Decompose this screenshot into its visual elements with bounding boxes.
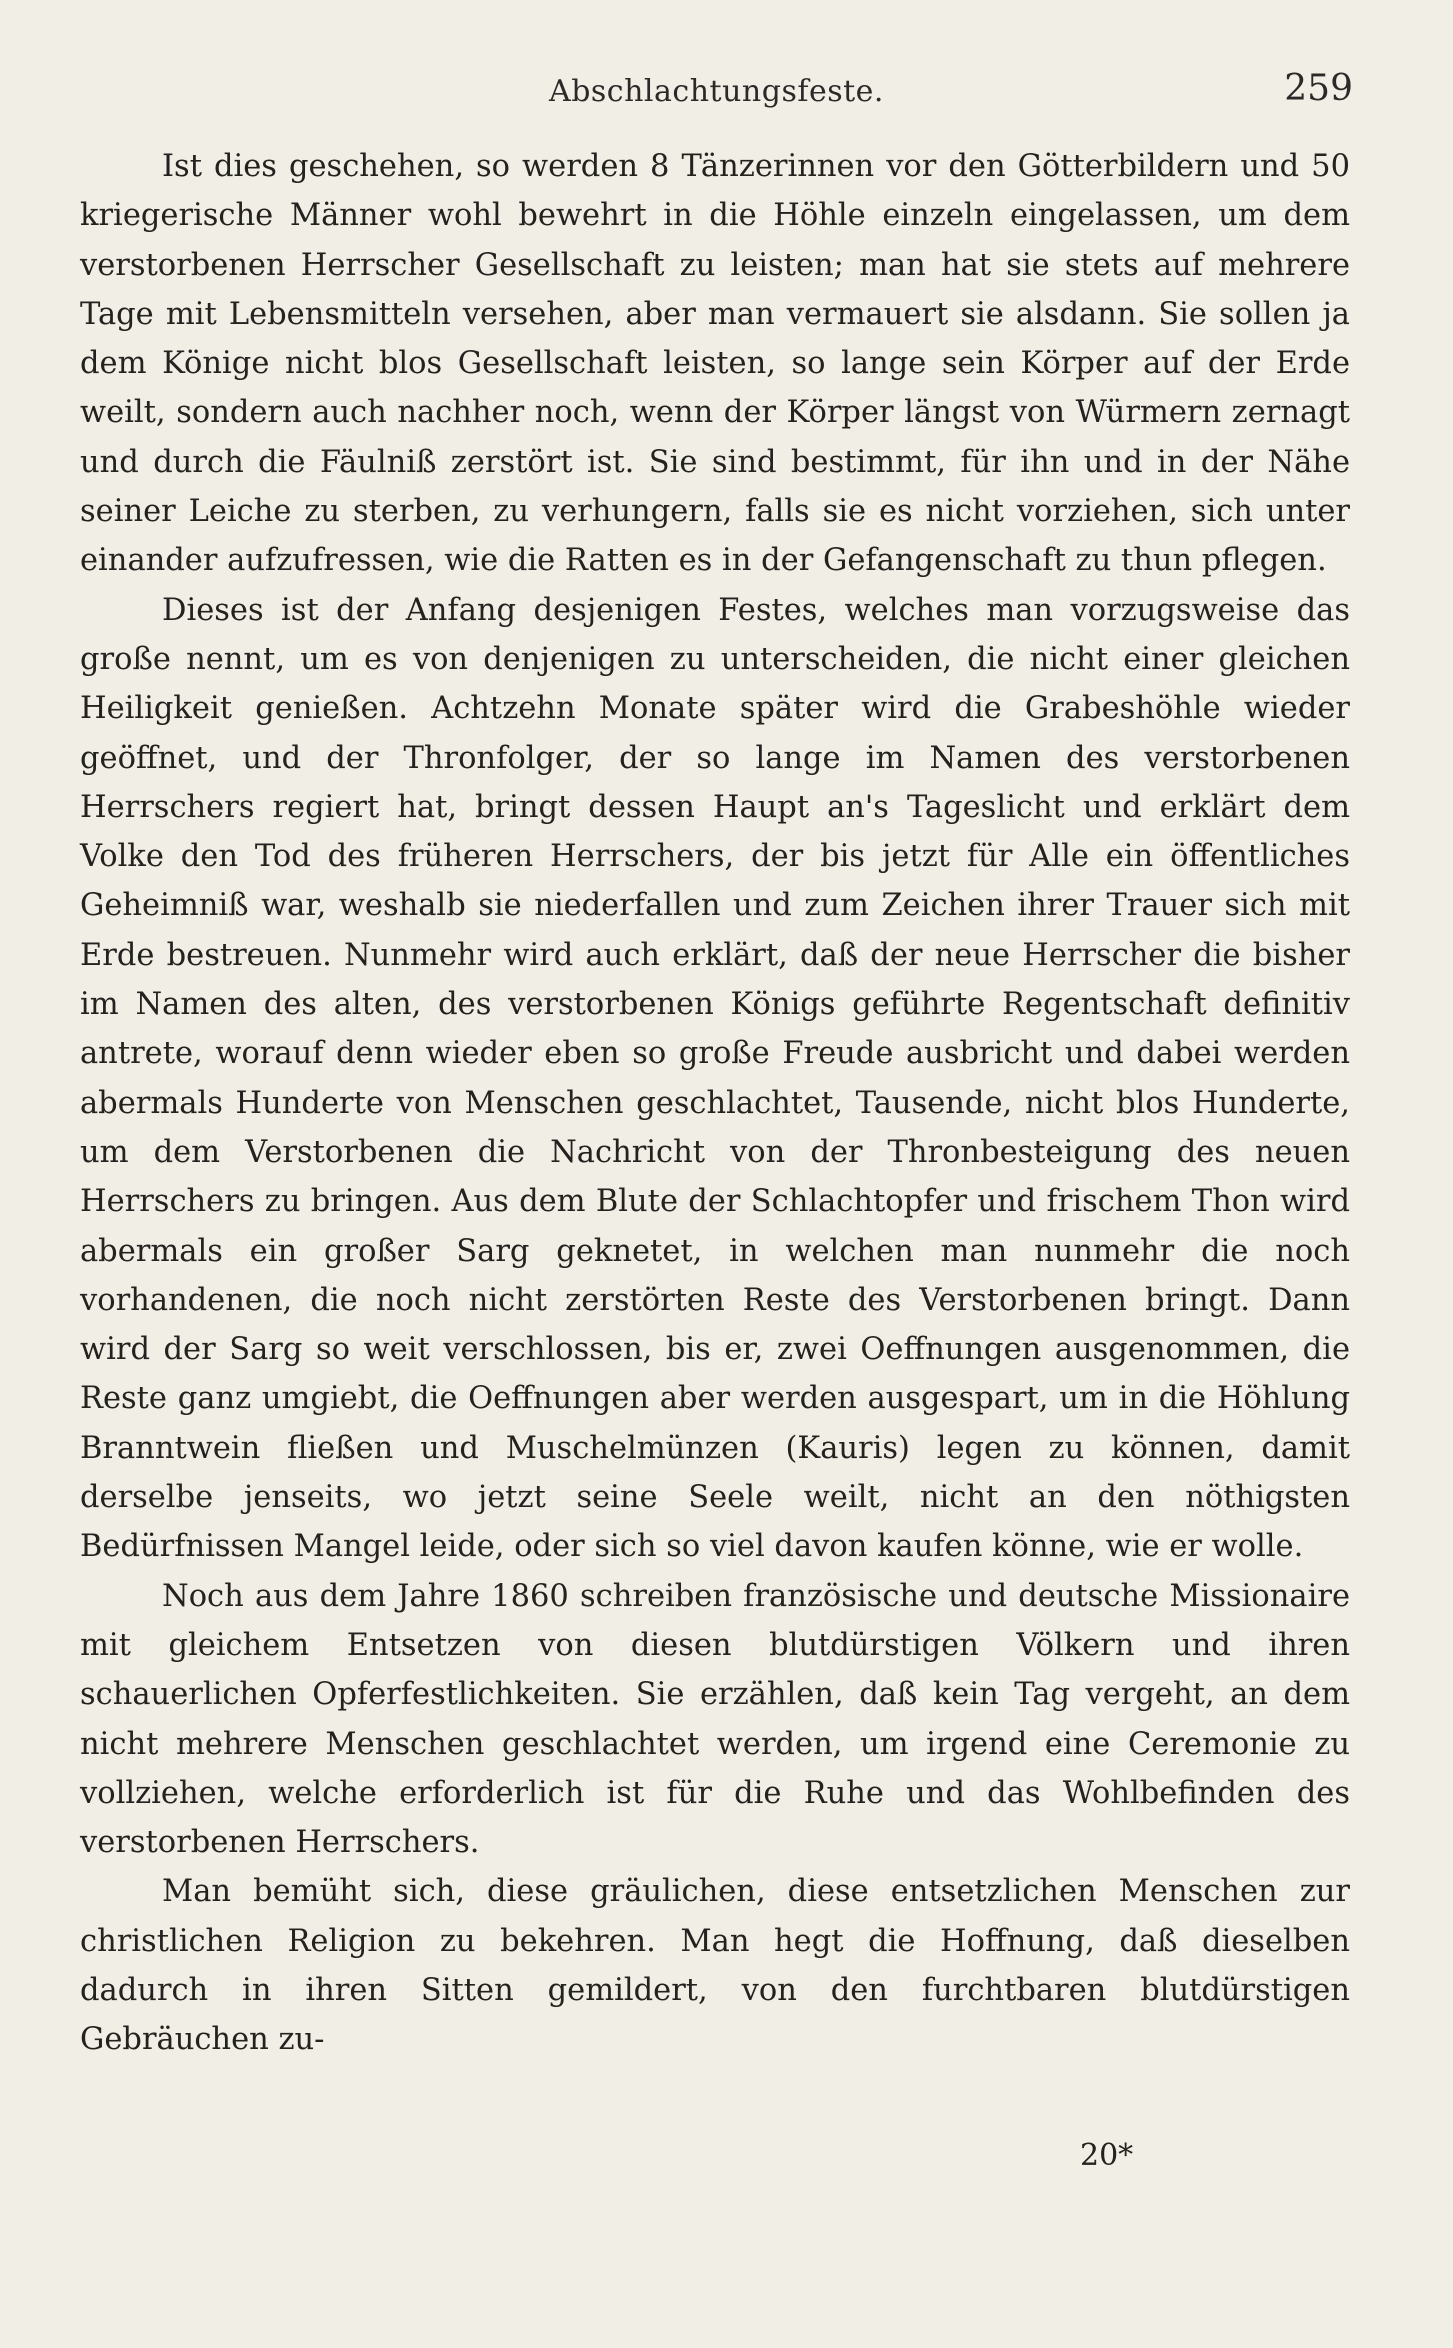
paragraph-3: Noch aus dem Jahre 1860 schreiben französische und deutsche Missionaire mit gleichem Entsetzen von diesen blutdürstigen Völkern und ihren schauerlichen Opferfestlichkeiten. Sie erzählen, daß kein Tag vergeht, an dem nicht mehrere Menschen geschlachtet werden, um irgend eine Ceremonie zu vollziehen, welche erforderlich ist für die Ruhe und das Wohlbefinden des verstorbenen Herrschers. xyxy=(80,1578,1350,1861)
paragraph-4: Man bemüht sich, diese gräulichen, diese entsetzlichen Menschen zur christlichen Religion zu bekehren. Man hegt die Hoffnung, daß dieselben dadurch in ihren Sitten gemildert, von den furchtbaren blutdürstigen Gebräuchen zu- xyxy=(80,1874,1350,2058)
running-head xyxy=(80,68,1353,114)
body-text xyxy=(80,142,1350,2065)
running-title: Abschlachtungsfeste. xyxy=(549,74,884,109)
paragraph-1: Ist dies geschehen, so werden 8 Tänzerinnen vor den Götterbildern und 50 kriegerische Männer wohl bewehrt in die Höhle einzeln eingelassen, um dem verstorbenen Herrscher Gesellschaft zu leisten; man hat sie stets auf mehrere Tage mit Lebensmitteln versehen, aber man vermauert sie alsdann. Sie sollen ja dem Könige nicht blos Gesellschaft leisten, so lange sein Körper auf der Erde weilt, sondern auch nachher noch, wenn der Körper längst von Würmern zernagt und durch die Fäulniß zerstört ist. Sie sind bestimmt, für ihn und in der Nähe seiner Leiche zu sterben, zu verhungern, falls sie es nicht vorziehen, sich unter einander aufzufressen, wie die Ratten es in der Gefangenschaft zu thun pflegen. xyxy=(80,149,1350,579)
page-number: 259 xyxy=(1284,68,1353,109)
signature-mark: 20* xyxy=(1080,2138,1134,2173)
paragraph-2: Dieses ist der Anfang desjenigen Festes, welches man vorzugsweise das große nennt, um es von denjenigen zu unterscheiden, die nicht einer gleichen Heiligkeit genießen. Achtzehn Monate später wird die Grabeshöhle wieder geöffnet, und der Thronfolger, der so lange im Namen des verstorbenen Herrschers regiert hat, bringt dessen Haupt an's Tageslicht und erklärt dem Volke den Tod des früheren Herrschers, der bis jetzt für Alle ein öffentliches Geheimniß war, weshalb sie niederfallen und zum Zeichen ihrer Trauer sich mit Erde bestreuen. Nunmehr wird auch erklärt, daß der neue Herrscher die bisher im Namen des alten, des verstorbenen Königs geführte Regentschaft definitiv antrete, worauf denn wieder eben so große Freude ausbricht und dabei werden abermals Hunderte von Menschen geschlachtet, Tausende, nicht blos Hunderte, um dem Verstorbenen die Nachricht von der Thronbesteigung des neuen Herrschers zu bringen. Aus dem Blute der Schlachtopfer und frischem Thon wird abermals ein großer Sarg geknetet, in welchen man nunmehr die noch vorhandenen, die noch nicht zerstörten Reste des Verstorbenen bringt. Dann wird der Sarg so weit verschlossen, bis er, zwei Oeffnungen ausgenommen, die Reste ganz umgiebt, die Oeffnungen aber werden ausgespart, um in die Höhlung Branntwein fließen und Muschelmünzen (Kauris) legen zu können, damit derselbe jenseits, wo jetzt seine Seele weilt, nicht an den nöthigsten Bedürfnissen Mangel leide, oder sich so viel davon kaufen könne, wie er wolle. xyxy=(80,592,1350,1565)
